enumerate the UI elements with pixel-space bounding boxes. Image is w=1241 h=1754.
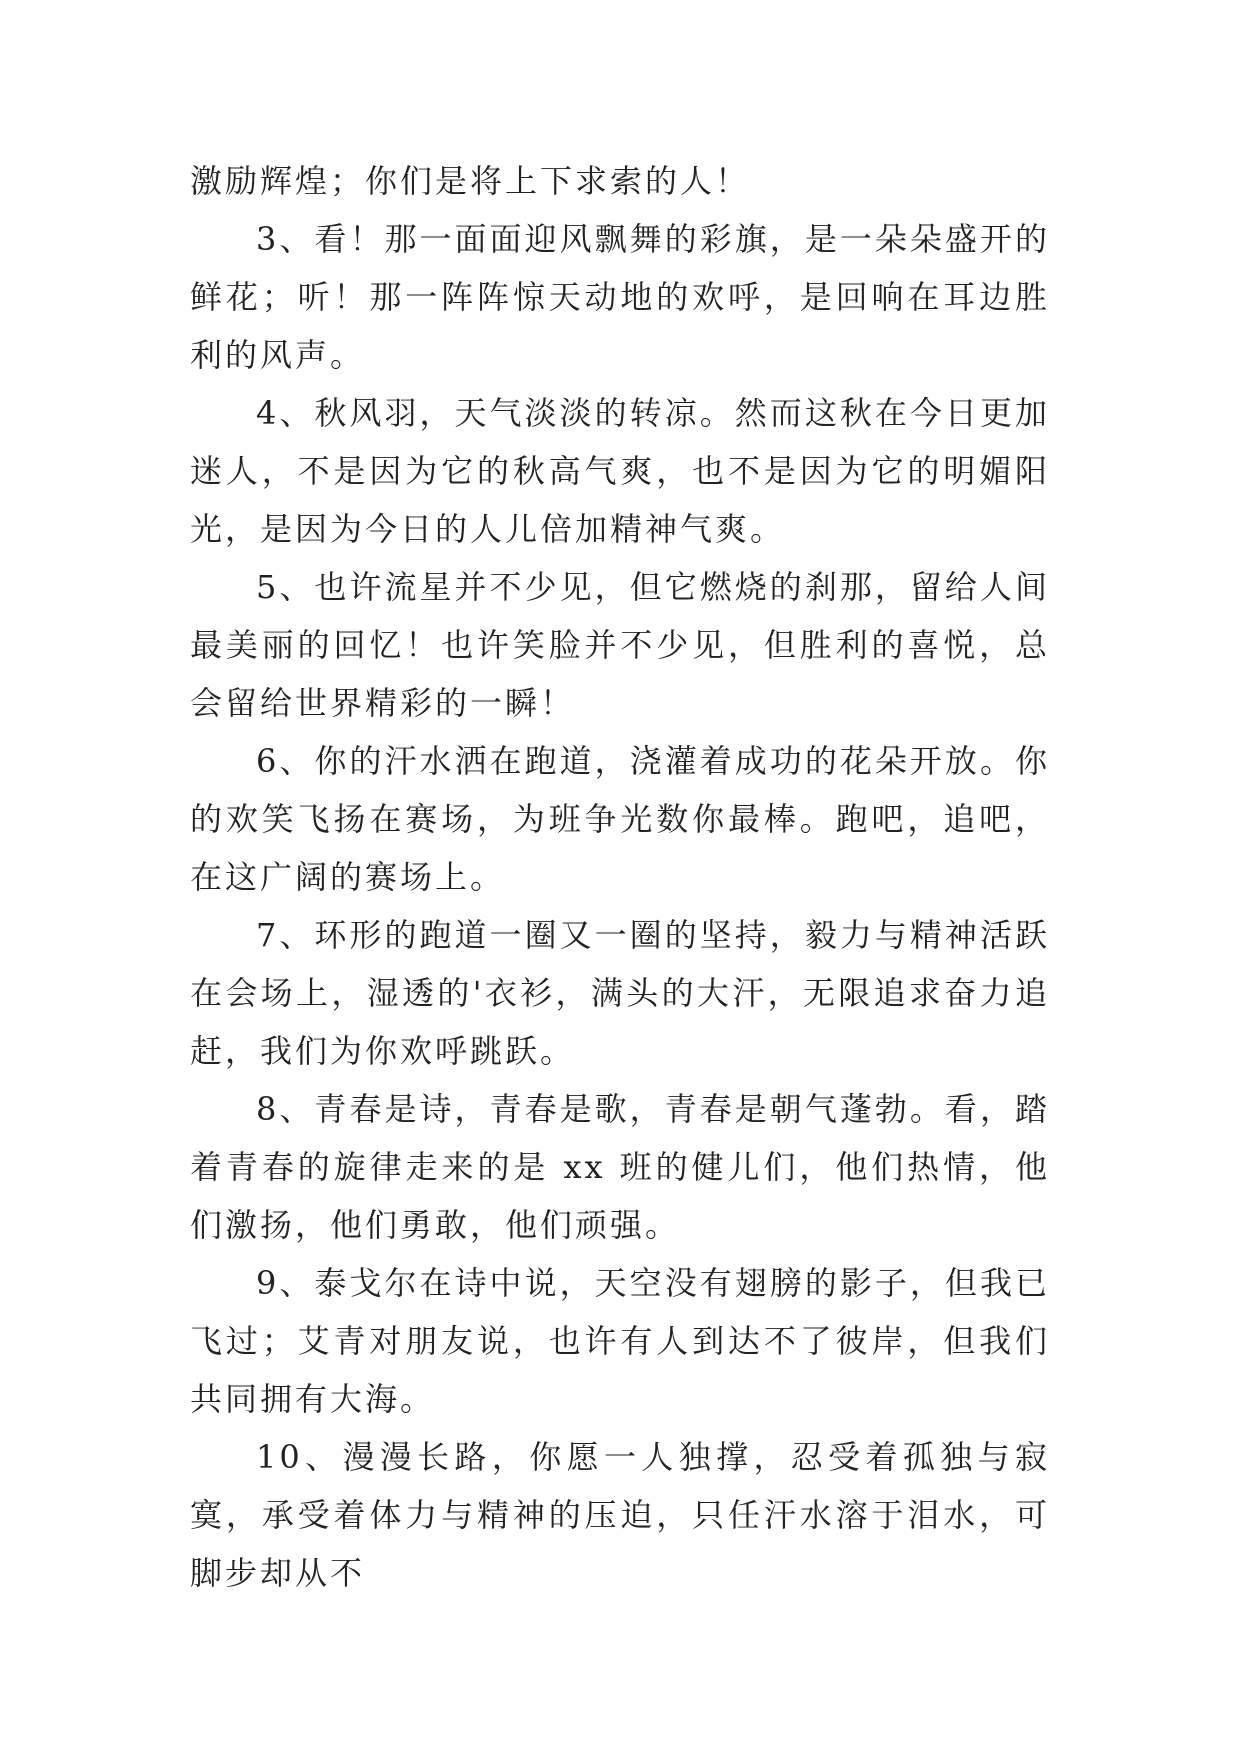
paragraph-item-3: 3、看！那一面面迎风飘舞的彩旗，是一朵朵盛开的鲜花；听！那一阵阵惊天动地的欢呼，是回响在耳边胜利的风声。 xyxy=(190,220,1050,374)
paragraph-item-4: 4、秋风羽，天气淡淡的转凉。然而这秋在今日更加迷人，不是因为它的秋高气爽，也不是因为它的明媚阳光，是因为今日的人儿倍加精神气爽。 xyxy=(190,394,1050,548)
document-body xyxy=(190,152,1050,1602)
paragraph-item-7: 7、环形的跑道一圈又一圈的坚持，毅力与精神活跃在会场上，湿透的'衣衫，满头的大汗，无限追求奋力追赶，我们为你欢呼跳跃。 xyxy=(190,916,1050,1070)
paragraph-item-9: 9、泰戈尔在诗中说，天空没有翅膀的影子，但我已飞过；艾青对朋友说，也许有人到达不了彼岸，但我们共同拥有大海。 xyxy=(190,1264,1050,1418)
paragraph-item-6: 6、你的汗水洒在跑道，浇灌着成功的花朵开放。你的欢笑飞扬在赛场，为班争光数你最棒。跑吧，追吧，在这广阔的赛场上。 xyxy=(190,742,1050,896)
paragraph-item-5: 5、也许流星并不少见，但它燃烧的刹那，留给人间最美丽的回忆！也许笑脸并不少见，但胜利的喜悦，总会留给世界精彩的一瞬！ xyxy=(190,568,1050,722)
paragraph-item-8: 8、青春是诗，青春是歌，青春是朝气蓬勃。看，踏着青春的旋律走来的是 xx 班的健儿们，他们热情，他们激扬，他们勇敢，他们顽强。 xyxy=(190,1090,1050,1244)
paragraph-continuation: 激励辉煌；你们是将上下求索的人！ xyxy=(190,162,751,200)
paragraph-item-10: 10、漫漫长路，你愿一人独撑，忍受着孤独与寂寞，承受着体力与精神的压迫，只任汗水溶于泪水，可脚步却从不 xyxy=(190,1438,1050,1592)
